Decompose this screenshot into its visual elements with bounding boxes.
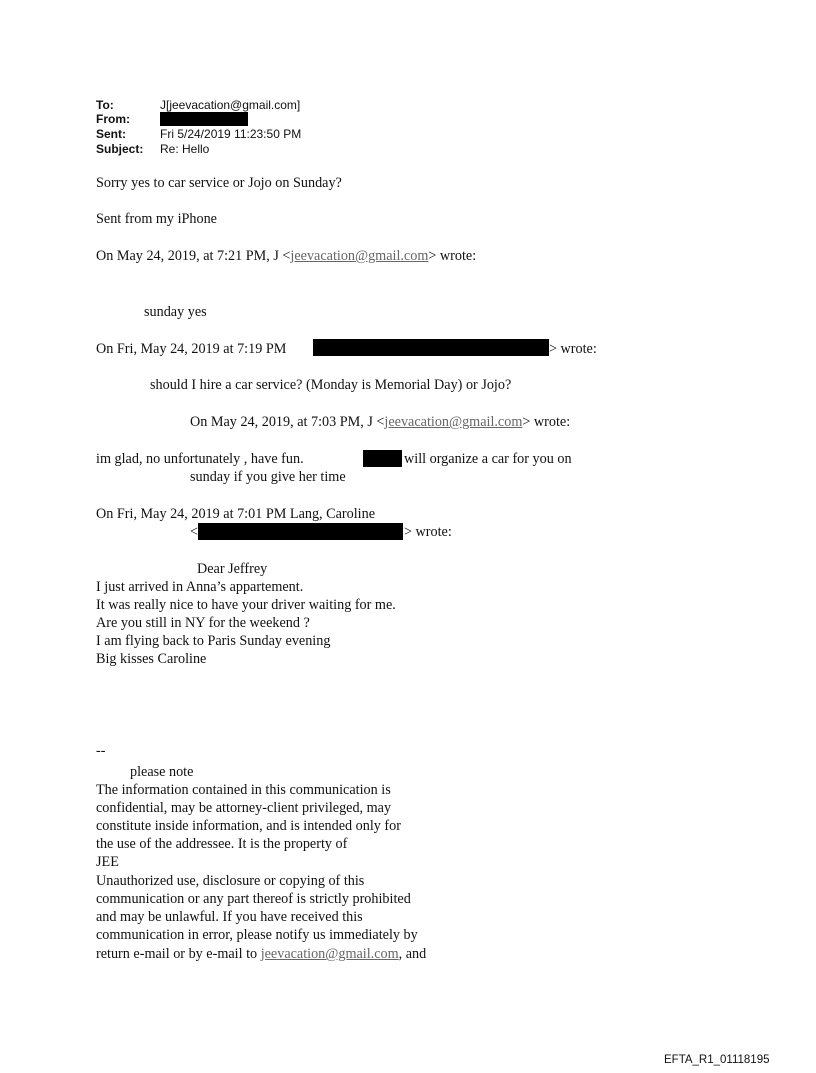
subject-value: Re: Hello: [160, 142, 210, 156]
disclaimer-last-line: [96, 946, 426, 963]
from-label: From:: [96, 112, 130, 126]
disclaimer-line: JEE: [96, 854, 119, 870]
subject-label: Subject:: [96, 142, 144, 156]
redaction-block: [160, 112, 248, 126]
quote-4-lt: <: [190, 524, 199, 540]
disclaimer-line: constitute inside information, and is intended only for: [96, 818, 401, 834]
disclaimer-line: and may be unlawful. If you have received this: [96, 909, 363, 925]
message-line: It was really nice to have your driver waiting for me.: [96, 597, 396, 613]
message-line: Are you still in NY for the weekend ?: [96, 615, 310, 631]
message-line: I am flying back to Paris Sunday evening: [96, 633, 331, 649]
signature-separator: --: [96, 743, 106, 759]
sent-value: Fri 5/24/2019 11:23:50 PM: [160, 127, 302, 141]
disclaimer-line: Unauthorized use, disclosure or copying of this: [96, 873, 365, 889]
disclaimer-line: the use of the addressee. It is the property of: [96, 836, 348, 852]
email-link[interactable]: jeevacation@gmail.com: [290, 248, 429, 264]
glad-line-suffix: will organize a car for you on: [404, 451, 572, 467]
disclaimer-line: confidential, may be attorney-client privileged, may: [96, 800, 392, 816]
redaction-block: [313, 339, 549, 356]
quote-1-prefix: On May 24, 2019, at 7:21 PM, J <: [96, 248, 291, 264]
quote-3-suffix: > wrote:: [522, 414, 571, 430]
sent-label: Sent:: [96, 127, 126, 141]
reply-line: Sorry yes to car service or Jojo on Sunday?: [96, 175, 342, 191]
greeting: Dear Jeffrey: [197, 561, 268, 577]
disclaimer-last-prefix: return e-mail or by e-mail to: [96, 946, 261, 962]
disclaimer-line: communication in error, please notify us immediately by: [96, 927, 418, 943]
quote-1-suffix: > wrote:: [428, 248, 477, 264]
document-id: EFTA_R1_01118195: [664, 1054, 770, 1066]
hire-car-line: should I hire a car service? (Monday is Memorial Day) or Jojo?: [150, 377, 512, 393]
quote-header-2-prefix: On Fri, May 24, 2019 at 7:19 PM: [96, 341, 287, 357]
quote-header-1: [96, 248, 476, 265]
to-value: J[jeevacation@gmail.com]: [160, 98, 301, 112]
email-link[interactable]: jeevacation@gmail.com: [260, 946, 399, 962]
disclaimer-line: The information contained in this communication is: [96, 782, 391, 798]
sent-from-line: Sent from my iPhone: [96, 211, 217, 227]
sunday-yes-line: sunday yes: [144, 304, 207, 320]
quote-header-2-suffix: > wrote:: [549, 341, 597, 357]
quote-3-prefix: On May 24, 2019, at 7:03 PM, J <: [190, 414, 385, 430]
please-note: please note: [130, 764, 194, 780]
disclaimer-line: communication or any part thereof is strictly prohibited: [96, 891, 411, 907]
redaction-block: [363, 450, 402, 467]
quote-header-4: On Fri, May 24, 2019 at 7:01 PM Lang, Caroline: [96, 506, 375, 522]
to-label: To:: [96, 98, 114, 112]
message-line: I just arrived in Anna’s appartement.: [96, 579, 304, 595]
message-line: Big kisses Caroline: [96, 651, 207, 667]
glad-line-prefix: im glad, no unfortunately , have fun.: [96, 451, 304, 467]
quote-header-3: [190, 414, 570, 431]
quote-4-suffix: > wrote:: [404, 524, 452, 540]
email-link[interactable]: jeevacation@gmail.com: [384, 414, 523, 430]
disclaimer-last-suffix: , and: [398, 946, 427, 962]
glad-line-2: sunday if you give her time: [190, 469, 346, 485]
redaction-block: [198, 523, 403, 540]
